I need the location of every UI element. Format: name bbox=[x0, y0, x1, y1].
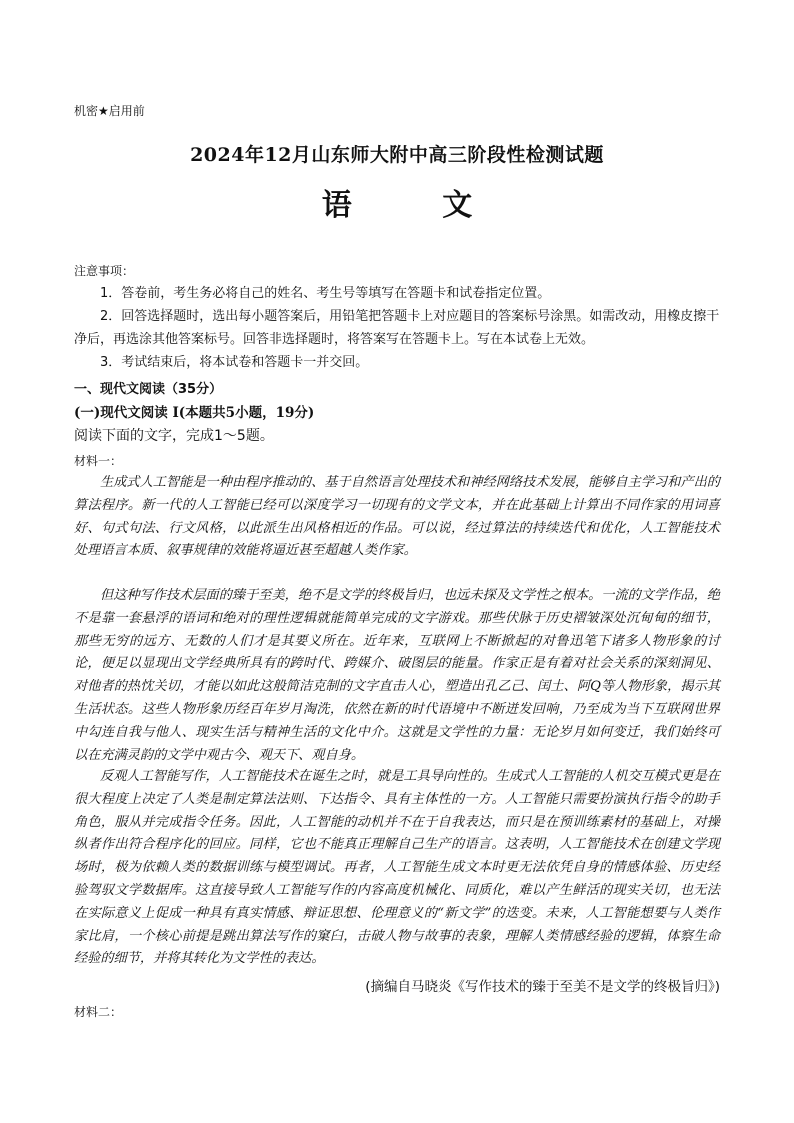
material-paragraph: 反观人工智能写作，人工智能技术在诞生之时，就是工具导向性的。生成式人工智能的人机交互模式更是在很大程度上决定了人类是制定算法法则、下达指令、具有主体性的一方。人工智能只需要扮演执行指令的助手角色，服从并完成指令任务。因此，人工智能的动机并不在于自我表达，而只是在预训练素材的基础上，对操纵者作出符合程序化的回应。同样，它也不能真正理解自己生产的语言。这表明，人工智能技术在创建文学现场时，极为依赖人类的数据训练与模型调试。再者，人工智能生成文本时更无法依凭自身的情感体验、历史经验驾驭文学数据库。这直接导致人工智能写作的内容高度机械化、同质化，难以产生鲜活的现实关切，也无法在实际意义上促成一种具有真实情感、辩证思想、伦理意义的“新文学”的迭变。未来，人工智能想要与人类作家比肩，一个核心前提是跳出算法写作的窠臼，击破人物与故事的表象，理解人类情感经验的逻辑，体察生命经验的细节，并将其转化为文学性的表达。 bbox=[74, 769, 720, 967]
material-paragraph: 但这种写作技术层面的臻于至美，绝不是文学的终极旨归，也远未探及文学性之根本。一流的文学作品，绝不是靠一套悬浮的语词和绝对的理性逻辑就能简单完成的文字游戏。那些伏脉于历史褶皱深处沉甸甸的细节，那些无穷的远方、无数的人们才是其要义所在。近年来，互联网上不断掀起的对鲁迅笔下诸多人物形象的讨论，便足以显现出文学经典所具有的跨时代、跨媒介、破图层的能量。作家正是有着对社会关系的深刻洞见、对他者的热忱关切，才能以如此这般简洁克制的文字直击人心，塑造出孔乙己、闰土、阿Q等人物形象，揭示其生活状态。这些人物形象历经百年岁月淘洗，依然在新的时代语境中不断迸发回响，乃至成为当下互联网世界中勾连自我与他人、现实生活与精神生活的文化中介。这就是文学性的力量：无论岁月如何变迁，我们始终可以在充满灵韵的文学中观古今、观天下、观自身。 bbox=[74, 588, 720, 763]
source-citation: (摘编自马晓炎《写作技术的臻于至美不是文学的终极旨归》) bbox=[365, 979, 720, 995]
confidential-label: 机密★启用前 bbox=[74, 104, 145, 118]
notice-item: 2．回答选择题时，选出每小题答案后，用铅笔把答题卡上对应题目的答案标号涂黑。如需改动，用橡皮擦干净后，再选涂其他答案标号。回答非选择题时，将答案写在答题卡上。写在本试卷上无效。 bbox=[74, 309, 720, 347]
material-two-label: 材料二： bbox=[74, 1005, 123, 1019]
sub-section-title: (一)现代文阅读 I(本题共5小题，19分) bbox=[74, 405, 315, 421]
part-title: 一、现代文阅读（35分） bbox=[74, 382, 223, 397]
subject-title: 语 文 bbox=[321, 188, 513, 223]
material-one-label: 材料一： bbox=[74, 454, 123, 468]
notice-item: 1．答卷前，考生务必将自己的姓名、考生号等填写在答题卡和试卷指定位置。 bbox=[100, 286, 551, 301]
notice-item: 3．考试结束后，将本试卷和答题卡一并交回。 bbox=[100, 355, 369, 370]
exam-title: 2024年12月山东师大附中高三阶段性检测试题 bbox=[190, 144, 604, 166]
material-paragraph: 生成式人工智能是一种由程序推动的、基于自然语言处理技术和神经网络技术发展，能够自主学习和产出的算法程序。新一代的人工智能已经可以深度学习一切现有的文学文本，并在此基础上计算出不同作家的用词喜好、句式句法、行文风格，以此派生出风格相近的作品。可以说，经过算法的持续迭代和优化，人工智能技术处理语言本质、叙事规律的效能将逼近甚至超越人类作家。 bbox=[74, 475, 720, 559]
notice-heading: 注意事项： bbox=[74, 264, 135, 278]
reading-instruction: 阅读下面的文字，完成1～5题。 bbox=[74, 428, 274, 444]
